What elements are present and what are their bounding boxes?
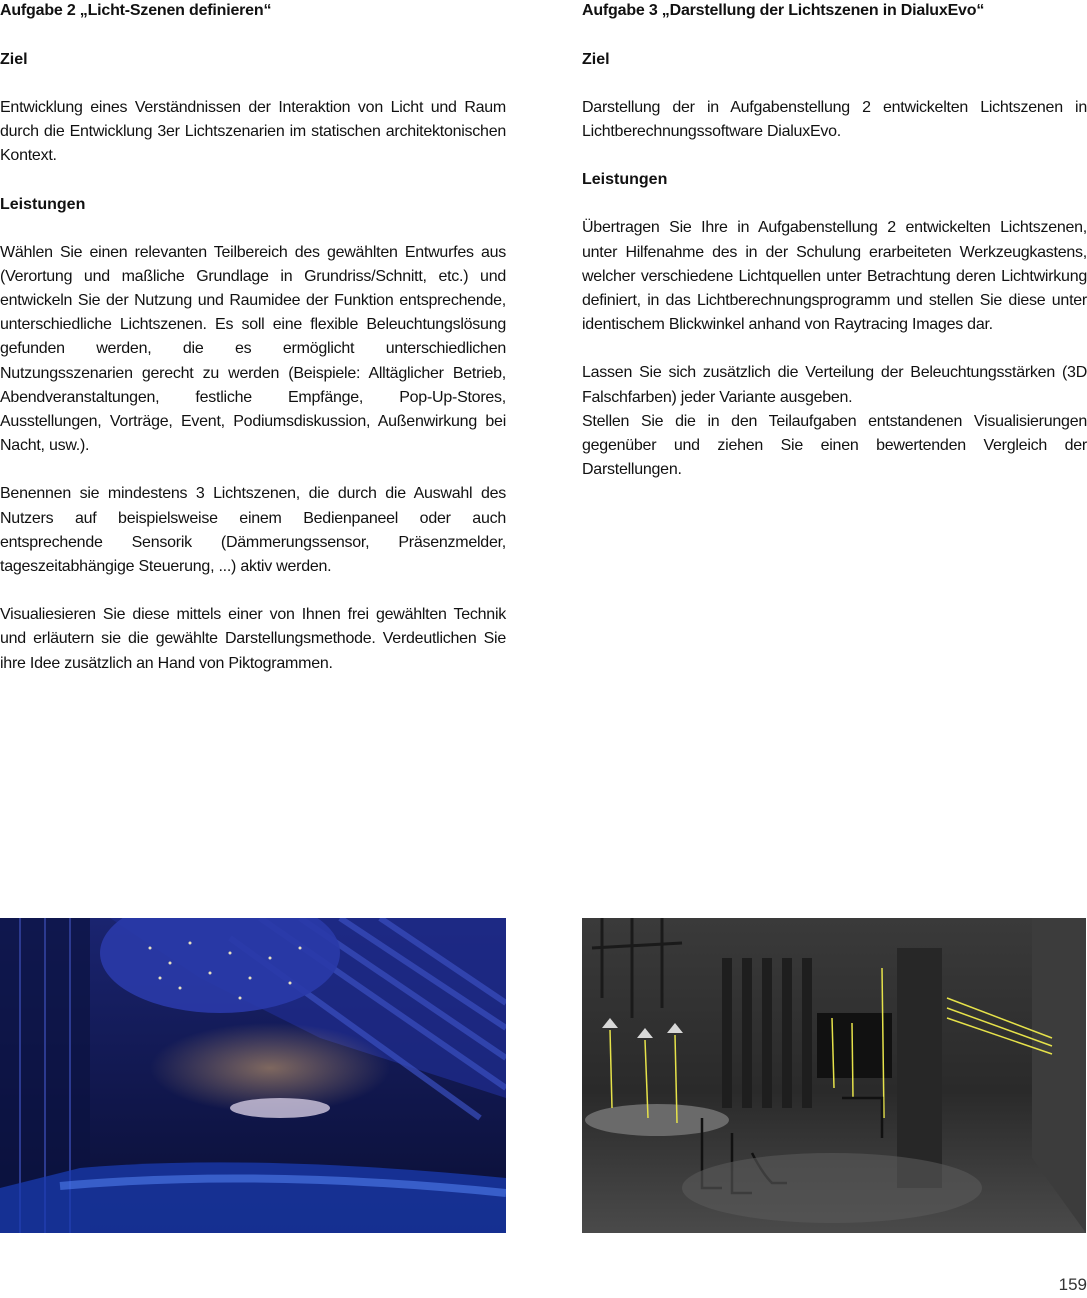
task3-heading: Aufgabe 3 „Darstellung der Lichtszenen in DialuxEvo“ (582, 2, 985, 19)
page-number: 159 (1058, 1275, 1087, 1294)
task2-paragraph-2: Benennen sie mindestens 3 Lichtszenen, die durch die Auswahl des Nutzers auf beispielsweise einem Bedienpaneel oder auch entsprechende Sensorik (Dämmerungssensor, Präsenzmelder, tageszeitabhängige Steuerung, ...) aktiv werden. (0, 485, 506, 576)
task3-ziel-label: Ziel (582, 51, 610, 68)
dialux-raytracing-render-image (582, 918, 1086, 1233)
task3-column (582, 0, 1087, 482)
dialux-raytracing-render-illustration (582, 918, 1086, 1233)
task2-heading: Aufgabe 2 „Licht-Szenen definieren“ (0, 2, 272, 19)
task3-leistungen-label: Leistungen (582, 171, 668, 189)
task2-paragraph-3: Visualiesieren Sie diese mittels einer von Ihnen frei gewählten Technik und erläutern sie die gewählte Darstellungsmethode. Verdeutlichen Sie ihre Idee zusätzlich an Hand von Piktogrammen. (0, 606, 506, 672)
task2-leistungen-label: Leistungen (0, 195, 86, 213)
task2-column (0, 0, 506, 676)
task3-paragraph-1: Übertragen Sie Ihre in Aufgabenstellung 2 entwickelten Lichtszenen, unter Hilfenahme des in der Schulung erarbeiteten Werkzeugkastens, welcher verschiedene Lichtquellen unter Betrachtung deren Lichtwirkung definiert, in das Lichtberechnungsprogramm und stellen Sie diese unter identischem Blickwinkel anhand von Raytracing Images dar. (582, 219, 1087, 334)
task2-paragraph-1: Wählen Sie einen relevanten Teilbereich des gewählten Entwurfes aus (Verortung und maßliche Grundlage in Grundriss/Schnitt, etc.) und entwickeln Sie der Nutzung und Raumidee der Funktion entsprechende, unterschiedliche Lichtszenen. Es soll eine flexible Beleuchtungslösung gefunden werden, die es ermöglicht unterschiedlichen Nutzungsszenarien gerecht zu werden (Beispiele: Alltäglicher Betrieb, Abendveranstaltungen, festliche Empfänge, Pop-Up-Stores, Ausstellungen, Vorträge, Event, Podiumsdiskussion, Außenwirkung bei Nacht, usw.). (0, 243, 506, 455)
task2-ziel-label: Ziel (0, 51, 28, 68)
task3-paragraph-3: Stellen Sie die in den Teilaufgaben entstandenen Visualisierungen gegenüber und ziehen Sie einen bewertenden Vergleich der Darstellungen. (582, 412, 1087, 479)
night-interior-render-image (0, 918, 506, 1233)
task3-ziel-text: Darstellung der in Aufgabenstellung 2 entwickelten Lichtszenen in Lichtberechnungssoftware DialuxEvo. (582, 99, 1087, 141)
task3-paragraph-2: Lassen Sie sich zusätzlich die Verteilung der Beleuchtungsstärken (3D Falschfarben) jeder Variante ausgeben. (582, 364, 1087, 406)
night-interior-render-illustration (0, 918, 506, 1233)
task2-ziel-text: Entwicklung eines Verständnissen der Interaktion von Licht und Raum durch die Entwicklung 3er Lichtszenarien im statischen architektonischen Kontext. (0, 99, 506, 165)
